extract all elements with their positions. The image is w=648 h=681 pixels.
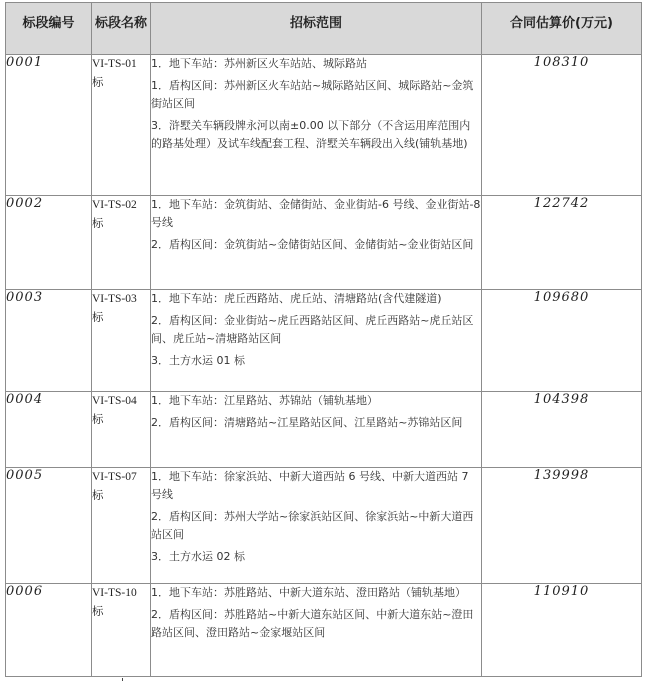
- scope-line: 2．盾构区间：苏州大学站~徐家浜站区间、徐家浜站~中新大道西站区间: [151, 510, 474, 541]
- section-scope: [151, 290, 482, 392]
- scope-line: 3．土方水运 01 标: [151, 354, 245, 367]
- scope-line: 1．地下车站：江星路站、苏锦站（铺轨基地）: [151, 394, 378, 407]
- scope-line: 2．盾构区间：清塘路站~江星路站区间、江星路站~苏锦站区间: [151, 416, 463, 429]
- estimated-price: 139998: [482, 468, 642, 584]
- section-name: VI-TS-10 标: [92, 584, 151, 677]
- header-scope: 招标范围: [151, 3, 482, 55]
- table-row: [6, 468, 642, 584]
- section-name: VI-TS-07 标: [92, 468, 151, 584]
- bid-section-table: [5, 2, 642, 677]
- table-row: [6, 392, 642, 468]
- section-code: 0004: [6, 392, 92, 468]
- section-code: 0003: [6, 290, 92, 392]
- scope-line: 1．盾构区间：苏州新区火车站站~城际路站区间、城际路站~金筑街站区间: [151, 79, 474, 110]
- scope-line: 2．盾构区间：苏胜路站~中新大道东站区间、中新大道东站~澄田路站区间、澄田路站~金家堰站区间: [151, 608, 474, 639]
- table-row: [6, 55, 642, 196]
- section-scope: [151, 584, 482, 677]
- scope-line: 2．盾构区间：金业街站~虎丘西路站区间、虎丘西路站~虎丘站区间、虎丘站~清塘路站区间: [151, 314, 474, 345]
- estimated-price: 122742: [482, 196, 642, 290]
- header-price: 合同估算价(万元): [482, 3, 642, 55]
- section-name: VI-TS-01 标: [92, 55, 151, 196]
- section-scope: [151, 392, 482, 468]
- table-row: [6, 196, 642, 290]
- section-code: 0001: [6, 55, 92, 196]
- scope-line: 3．土方水运 02 标: [151, 550, 245, 563]
- estimated-price: 104398: [482, 392, 642, 468]
- estimated-price: 110910: [482, 584, 642, 677]
- estimated-price: 108310: [482, 55, 642, 196]
- section-code: 0005: [6, 468, 92, 584]
- section-scope: [151, 55, 482, 196]
- scope-line: 1．地下车站：金筑街站、金储街站、金业街站-6 号线、金业街站-8 号线: [151, 198, 481, 229]
- section-name: VI-TS-03 标: [92, 290, 151, 392]
- header-code: 标段编号: [6, 3, 92, 55]
- section-name: VI-TS-04 标: [92, 392, 151, 468]
- scope-line: 1．地下车站：苏州新区火车站站、城际路站: [151, 57, 367, 70]
- estimated-price: 109680: [482, 290, 642, 392]
- header-name: 标段名称: [92, 3, 151, 55]
- scope-line: 1．地下车站：徐家浜站、中新大道西站 6 号线、中新大道西站 7 号线: [151, 470, 469, 501]
- scope-line: 2．盾构区间：金筑街站~金储街站区间、金储街站~金业街站区间: [151, 238, 474, 251]
- section-name: VI-TS-02 标: [92, 196, 151, 290]
- header-row: [6, 3, 642, 55]
- section-scope: [151, 468, 482, 584]
- scope-line: 1．地下车站：苏胜路站、中新大道东站、澄田路站（铺轨基地）: [151, 586, 466, 599]
- table-row: [6, 290, 642, 392]
- table-row: [6, 584, 642, 677]
- section-scope: [151, 196, 482, 290]
- scope-line: 3．浒墅关车辆段牌永河以南±0.00 以下部分（不含运用库范围内的路基处理）及试车线配套工程、浒墅关车辆段出入线(铺轨基地): [151, 119, 471, 150]
- section-code: 0002: [6, 196, 92, 290]
- scope-line: 1．地下车站：虎丘西路站、虎丘站、清塘路站(含代建隧道): [151, 292, 442, 305]
- section-code: 0006: [6, 584, 92, 677]
